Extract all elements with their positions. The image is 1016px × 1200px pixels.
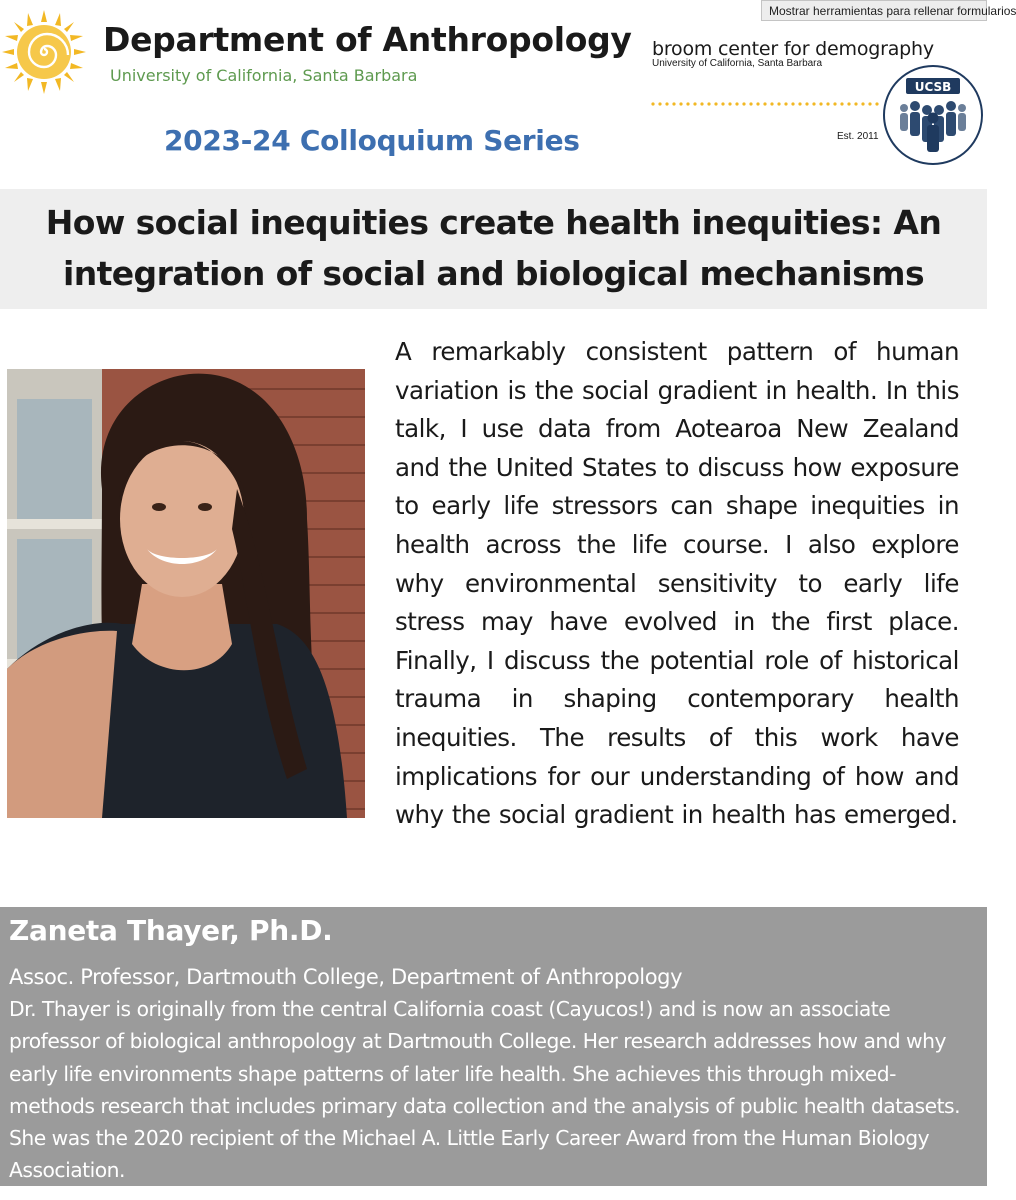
dotted-divider bbox=[650, 100, 882, 108]
sun-logo-icon bbox=[0, 8, 88, 96]
center-university: University of California, Santa Barbara bbox=[652, 58, 823, 69]
ucsb-logo-text: UCSB bbox=[914, 80, 952, 94]
talk-title-line-2: integration of social and biological mechanisms bbox=[62, 254, 925, 293]
talk-title bbox=[0, 197, 987, 299]
browser-autofill-tooltip[interactable]: Mostrar herramientas para rellenar formularios bbox=[761, 0, 987, 21]
talk-title-line-1: How social inequities create health inequities: An bbox=[45, 203, 942, 242]
speaker-photo bbox=[7, 369, 365, 818]
center-title: broom center for demography bbox=[652, 38, 934, 60]
department-university: University of California, Santa Barbara bbox=[110, 66, 418, 85]
talk-abstract: A remarkably consistent pattern of human variation is the social gradient in health. In this talk, I use data from Aotearoa New Zealand and the United States to discuss how exposure to early life stressors can shape inequities in health across the life course. I also explore why environmental sensitivity to early life stress may have evolved in the first place. Finally, I discuss the potential role of historical trauma in shaping contemporary health inequities. The results of this work have implications for our understanding of how and why the social gradient in health has emerged. bbox=[395, 337, 959, 830]
center-established: Est. 2011 bbox=[837, 131, 879, 142]
ucsb-people-logo-icon bbox=[882, 64, 984, 166]
speaker-name: Zaneta Thayer, Ph.D. bbox=[9, 914, 333, 947]
speaker-bio: Dr. Thayer is originally from the central California coast (Cayucos!) and is now an associate professor of biological anthropology at Dartmouth College. Her research addresses how and why early life environments shape patterns of later life health. She achieves this through mixed-methods research that includes primary data collection and the analysis of public health datasets. She was the 2020 recipient of the Michael A. Little Early Career Award from the Human Biology Association. bbox=[9, 997, 961, 1183]
speaker-role: Assoc. Professor, Dartmouth College, Department of Anthropology bbox=[9, 965, 683, 989]
department-title: Department of Anthropology bbox=[103, 20, 632, 59]
series-title: 2023-24 Colloquium Series bbox=[164, 124, 580, 157]
